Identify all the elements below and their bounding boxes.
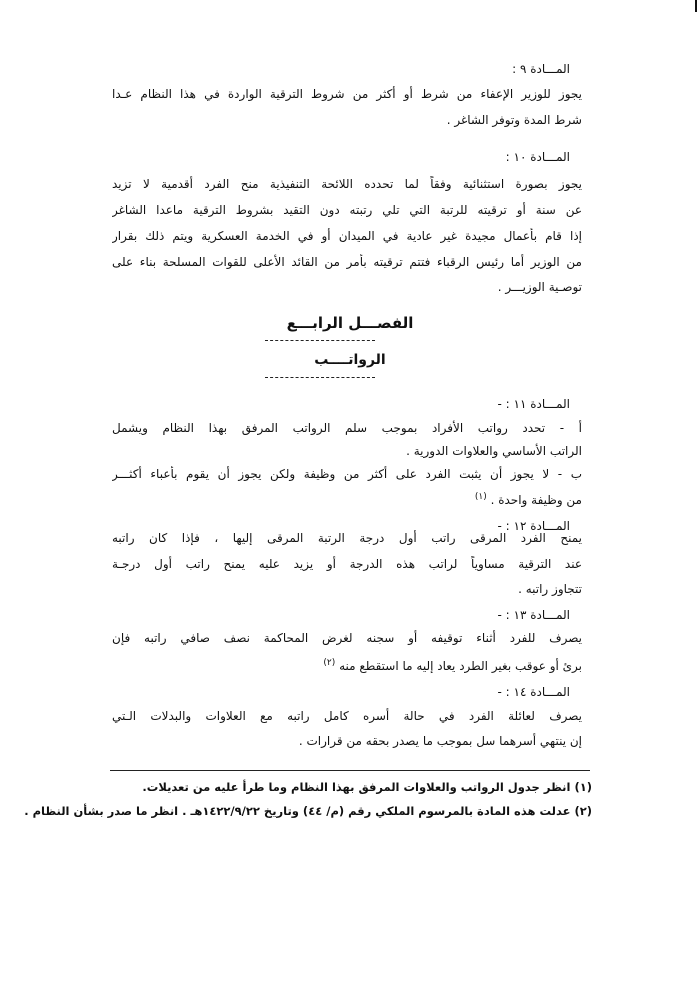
chapter-title-underline xyxy=(265,340,375,341)
article-12-line-1: يمنح الفرد المرقى راتب أول درجة الرتبة المرقى إليها ، فإذا كان راتبه xyxy=(112,531,582,545)
chapter-title: الفصـــل الرابـــع xyxy=(286,314,414,332)
page-edge-mark xyxy=(695,0,697,12)
footnote-ref-1: (١) xyxy=(474,492,487,502)
article-10-heading: المـــادة ١٠ : xyxy=(505,150,570,164)
article-14-heading: المـــادة ١٤ : - xyxy=(497,685,570,699)
footnote-divider xyxy=(110,770,590,771)
article-11-line-2: الراتب الأساسي والعلاوات الدورية . xyxy=(406,444,582,458)
article-12-heading: المـــادة ١٢ : - xyxy=(497,519,570,533)
article-10-line-4: من الوزير أما رئيس الرقباء فتتم ترقيته بأمر من القائد الأعلى للقوات المسلحة بناء على xyxy=(112,255,582,269)
article-10-line-1: يجوز بصورة استثنائية وفقاً لما تحدده اللائحة التنفيذية منح الفرد أقدمية لا تزيد xyxy=(112,177,582,191)
article-10-line-5: توصـية الوزيـــر . xyxy=(497,280,582,294)
article-11-line-1: أ - تحدد رواتب الأفراد بموجب سلم الرواتب المرفق بهذا النظام ويشمل xyxy=(112,421,582,435)
chapter-subtitle-underline xyxy=(265,377,375,378)
article-10-line-2: عن سنة أو ترقيته للرتبة التي تلي رتبته دون التقيد بشروط الترقية ماعدا الشاغر xyxy=(112,203,582,217)
article-14-line-1: يصرف لعائلة الفرد في حالة أسره كامل راتبه مع العلاوات والبدلات الـتي xyxy=(112,709,582,723)
article-13-heading: المـــادة ١٣ : - xyxy=(497,608,570,622)
article-11-heading: المـــادة ١١ : - xyxy=(497,397,570,411)
article-11-line-3: ب - لا يجوز أن يثبت الفرد على أكثر من وظيفة ولكن يجوز أن يقوم بأعباء أكثـــر xyxy=(112,467,582,481)
footnote-1: (١) انظر جدول الرواتب والعلاوات المرفق بهذا النظام وما طرأ عليه من تعديلات. xyxy=(142,780,592,794)
article-12-line-3: تتجاوز راتبه . xyxy=(518,582,582,596)
article-11-line-4-text: من وظيفة واحدة . xyxy=(490,493,582,507)
article-9-line-2: شرط المدة وتوفر الشاغر . xyxy=(446,113,582,127)
article-10-line-3: إذا قام بأعمال مجيدة غير عادية في الميدان أو في الخدمة العسكرية ويتم ذلك بقرار xyxy=(112,229,582,243)
article-9-heading: المـــادة ٩ : xyxy=(512,62,570,76)
article-9-line-1: يجوز للوزير الإعفاء من شرط أو أكثر من شروط الترقية الواردة في هذا النظام عـدا xyxy=(112,87,582,101)
article-13-line-1: يصرف للفرد أثناء توقيفه أو سجنه لغرض المحاكمة نصف صافي راتبه فإن xyxy=(112,631,582,645)
chapter-subtitle: الرواتــــب xyxy=(314,352,386,368)
article-13-line-2-text: برئ أو عوقب بغير الطرد يعاد إليه ما استقطع منه xyxy=(339,659,582,673)
article-11-line-4 xyxy=(112,489,582,508)
footnote-2: (٢) عدلت هذه المادة بالمرسوم الملكي رقم (م/ ٤٤) وتاريخ ١٤٢٢/٩/٢٢هـ . انظر ما صدر بشأن النظام . xyxy=(24,804,592,818)
article-13-line-2 xyxy=(112,655,582,674)
article-12-line-2: عند الترقية مساوياً لراتب هذه الدرجة أو يزيد عليه يمنح راتب أول درجـة xyxy=(112,557,582,571)
footnote-ref-2: (٢) xyxy=(323,658,336,668)
article-14-line-2: إن ينتهي أسرهما سل بموجب ما يصدر بحقه من قرارات . xyxy=(298,734,582,748)
